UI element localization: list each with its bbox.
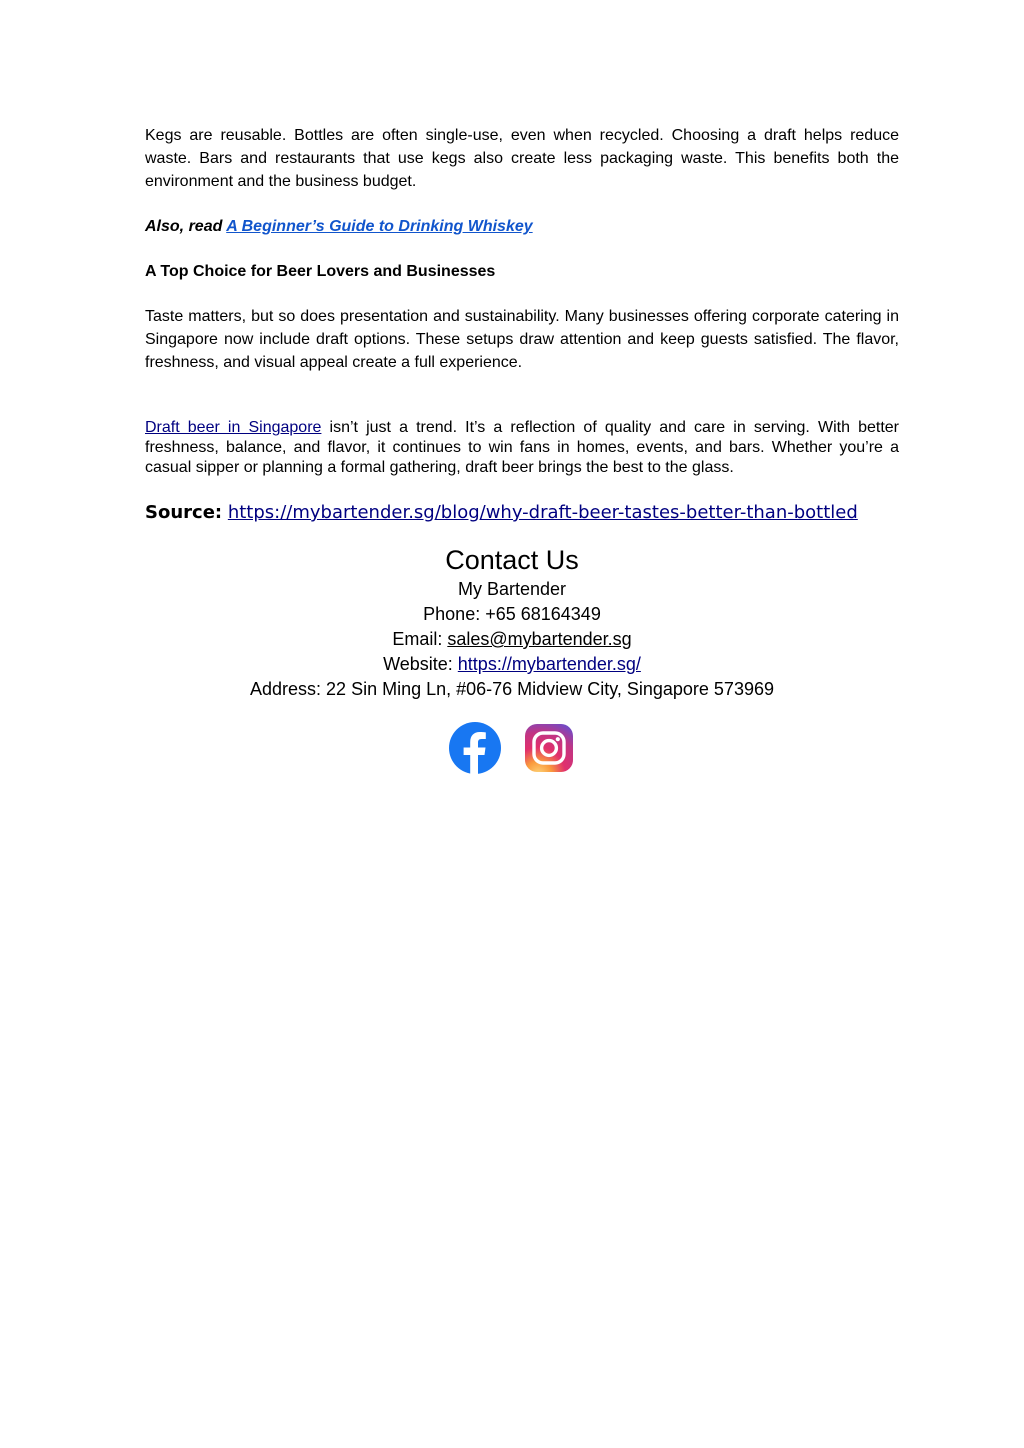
address-line: Address: 22 Sin Ming Ln, #06-76 Midview City, Singapore 573969 (250, 679, 774, 699)
email-line (0, 627, 1024, 652)
also-read-line (145, 215, 899, 238)
whiskey-guide-link[interactable]: A Beginner’s Guide to Drinking Whiskey (226, 218, 533, 235)
instagram-icon (523, 722, 575, 774)
email-link[interactable]: sales@mybartender.sg (447, 629, 632, 649)
paragraph-kegs: Kegs are reusable. Bottles are often single-use, even when recycled. Choosing a draft helps reduce waste. Bars and restaurants that use kegs also create less packaging waste. This benefits both the environment and the business budget. (145, 127, 899, 190)
contact-section (0, 543, 1024, 702)
draft-beer-link[interactable]: Draft beer in Singapore (145, 419, 322, 436)
phone-line: Phone: +65 68164349 (423, 604, 601, 624)
document-body (145, 124, 899, 526)
also-read-prefix: Also, read (145, 218, 223, 235)
section-heading: A Top Choice for Beer Lovers and Businesses (145, 263, 496, 280)
source-label: Source: (145, 502, 223, 523)
facebook-link[interactable] (449, 722, 501, 774)
paragraph-taste: Taste matters, but so does presentation and sustainability. Many businesses offering corporate catering in Singapore now include draft options. These setups draw attention and keep guests satisfied. The flavor, freshness, and visual appeal create a full experience. (145, 308, 899, 371)
company-name: My Bartender (457, 579, 567, 599)
contact-title: Contact Us (445, 545, 579, 575)
paragraph-closing (145, 418, 899, 478)
website-label: Website: (383, 654, 458, 674)
instagram-link[interactable] (523, 722, 575, 774)
facebook-icon (449, 722, 501, 774)
email-label: Email: (392, 629, 448, 649)
website-line (0, 652, 1024, 677)
website-link[interactable]: https://mybartender.sg/ (457, 654, 641, 674)
closing-text: isn’t just a trend. It’s a reflection of quality and care in serving. With better freshness, balance, and flavor, it continues to win fans in homes, events, and bars. Whether you’re a casual sipper or planning a formal gathering, draft beer brings the best to the glass. (145, 419, 899, 476)
source-line (145, 500, 899, 526)
social-icons (0, 722, 1024, 774)
source-url-link[interactable]: https://mybartender.sg/blog/why-draft-beer-tastes-better-than-bottled (227, 502, 858, 523)
